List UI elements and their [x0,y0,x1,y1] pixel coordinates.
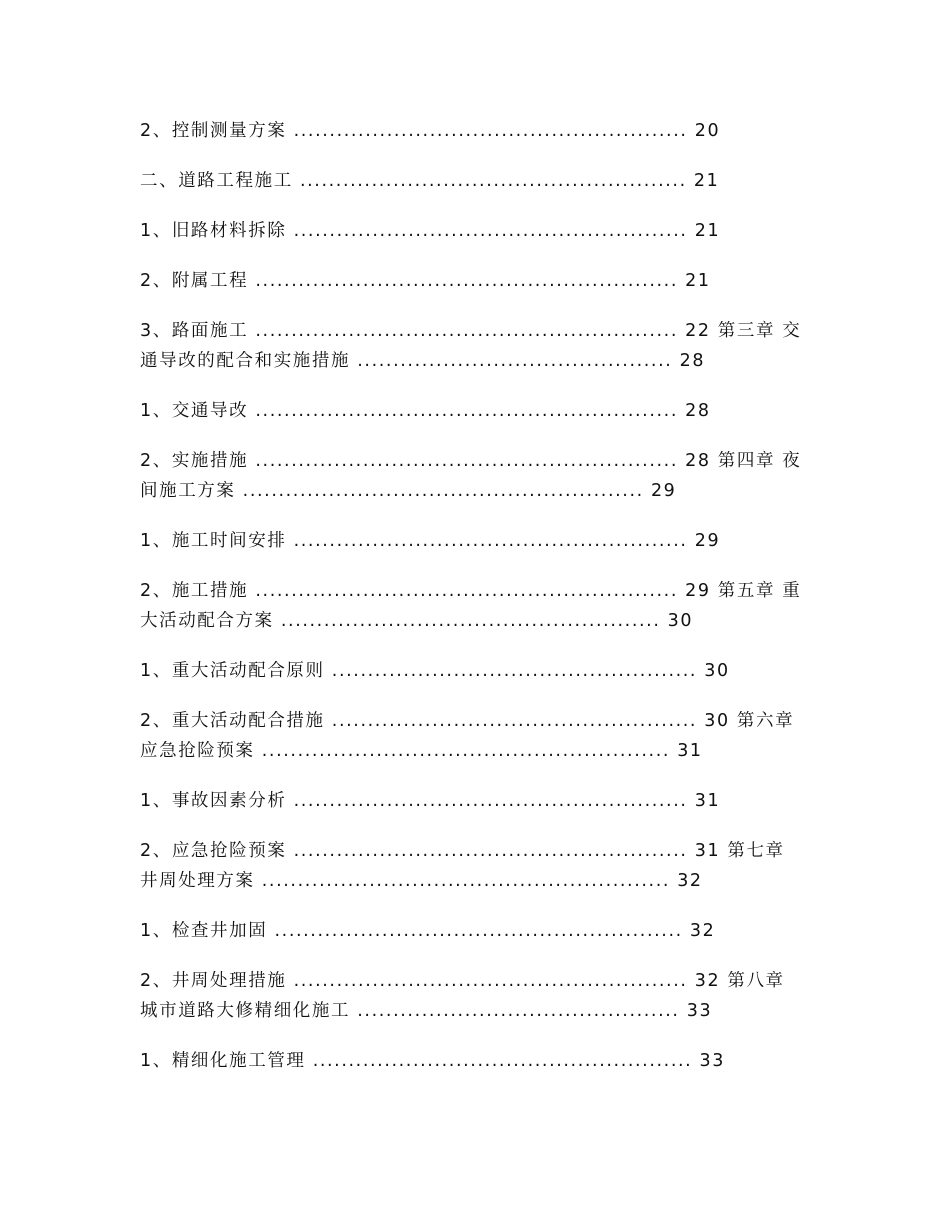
toc-entry: 大活动配合方案 ..................................................... 30 [140,611,694,631]
toc-entry: 2、施工措施 ........................................................... 29 第五章 重 [140,581,802,601]
toc-entry: 间施工方案 ........................................................ 29 [140,481,677,501]
toc-entry: 2、重大活动配合措施 ................................................... 30 第六章 [140,711,795,731]
toc-entry: 2、附属工程 ........................................................... 21 [140,271,711,291]
toc-entry: 3、路面施工 ........................................................... 22 第三章 交 [140,321,802,341]
toc-entry: 2、控制测量方案 ....................................................... 20 [140,121,721,141]
toc-entry: 2、实施措施 ........................................................... 28 第四章 夜 [140,451,802,471]
toc-entry: 1、施工时间安排 ....................................................... 29 [140,531,721,551]
toc-entry: 1、检查井加固 ......................................................... 32 [140,921,716,941]
toc-entry: 1、重大活动配合原则 ................................................... 30 [140,661,730,681]
toc-entry: 1、交通导改 ........................................................... 28 [140,401,711,421]
toc-entry: 1、事故因素分析 ....................................................... 31 [140,791,721,811]
toc-entry: 应急抢险预案 ......................................................... 31 [140,741,703,761]
toc-entry: 城市道路大修精细化施工 ............................................. 33 [140,1001,713,1021]
toc-entry: 二、道路工程施工 ...................................................... 21 [140,171,720,191]
toc-entry: 1、精细化施工管理 ..................................................... 33 [140,1051,725,1071]
toc-entry: 1、旧路材料拆除 ....................................................... 21 [140,221,721,241]
toc-entry: 2、井周处理措施 ....................................................... 32 第八章 [140,971,785,991]
toc-entry: 2、应急抢险预案 ....................................................... 31 第七章 [140,841,785,861]
toc-entry: 通导改的配合和实施措施 ............................................ 28 [140,351,706,371]
toc-entry: 井周处理方案 ......................................................... 32 [140,871,703,891]
